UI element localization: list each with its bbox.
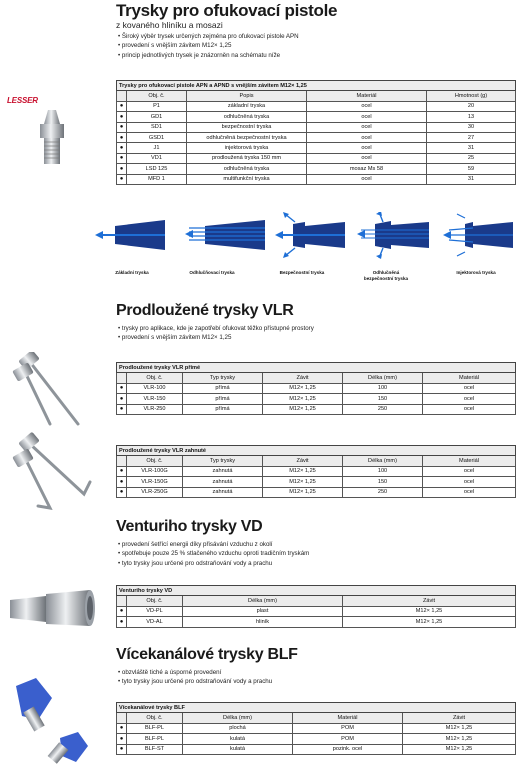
- table-row: [117, 132, 516, 142]
- diagram-label: Odhlučněná bezpečnostní tryska: [363, 270, 409, 281]
- nozzle-injector: [443, 214, 513, 256]
- col-header: Délka (mm): [343, 373, 423, 383]
- table-cell: ocel: [307, 143, 427, 153]
- table-cell: ocel: [307, 122, 427, 132]
- table-cell: zahnutá: [183, 466, 263, 476]
- row-bullet: ●: [117, 143, 127, 153]
- table-cell: 150: [343, 477, 423, 487]
- blf-photo: [6, 676, 102, 770]
- nozzle-safety: [275, 212, 345, 258]
- col-header: Délka (mm): [343, 456, 423, 466]
- table-cell: 100: [343, 383, 423, 393]
- table-cell: M12× 1,25: [263, 394, 343, 404]
- row-bullet: ●: [117, 383, 127, 393]
- table-cell: SD1: [127, 122, 187, 132]
- table-row: [117, 174, 516, 184]
- table-cell: ocel: [307, 153, 427, 163]
- bullet-item: • tyto trysky jsou určené pro odstraňování vody a prachu: [118, 559, 309, 568]
- diagram-label: Bezpečnostní tryska: [279, 270, 325, 275]
- table-cell: multifunkční tryska: [187, 174, 307, 184]
- table-cell: M12× 1,25: [263, 477, 343, 487]
- col-header: Závit: [263, 373, 343, 383]
- diagram-label: Odhlučňovací tryska: [189, 270, 235, 275]
- table-row: [117, 112, 516, 122]
- col-header: Závit: [263, 456, 343, 466]
- col-header: Obj. č.: [127, 91, 187, 101]
- table-cell: BLF-PL: [127, 723, 183, 733]
- bullet-item: • provedení s vnějším závitem M12× 1,25: [118, 333, 314, 342]
- col-header: Typ trysky: [183, 456, 263, 466]
- table-row: [117, 477, 516, 487]
- table-row: [117, 487, 516, 497]
- bullet-item: • princip jednotlivých trysek je znázorněn na schématu níže: [118, 51, 299, 60]
- table-cell: M12× 1,25: [263, 404, 343, 414]
- col-header: Délka (mm): [183, 596, 343, 606]
- table-blf: [116, 702, 516, 755]
- table-cell: prodloužená tryska 150 mm: [187, 153, 307, 163]
- table-caption: Trysky pro ofukovací pistole APN a APND s vnějším závitem M12× 1,25: [117, 81, 516, 91]
- table-cell: přímá: [183, 404, 263, 414]
- col-header: Materiál: [423, 456, 516, 466]
- bullet-item: • tyto trysky jsou určené pro odstraňování vody a prachu: [118, 677, 272, 686]
- col-header: Délka (mm): [183, 713, 293, 723]
- bullet-item: • spotřebuje pouze 25 % stlačeného vzduchu oproti tradičním tryskám: [118, 549, 309, 558]
- table-cell: 31: [427, 174, 516, 184]
- table-cell: kulatá: [183, 744, 293, 754]
- table-cell: hliník: [183, 617, 343, 627]
- section-title-venturi: Venturiho trysky VD: [116, 518, 263, 535]
- row-bullet: ●: [117, 153, 127, 163]
- table-cell: 100: [343, 466, 423, 476]
- table-row: [117, 383, 516, 393]
- table-cell: GD1: [127, 112, 187, 122]
- table-cell: ocel: [307, 101, 427, 111]
- table-cell: M12× 1,25: [263, 383, 343, 393]
- table-cell: ocel: [423, 466, 516, 476]
- table-cell: ocel: [423, 394, 516, 404]
- col-header: Závit: [343, 596, 516, 606]
- table-cell: M12× 1,25: [343, 606, 516, 616]
- col-header: Obj. č.: [127, 596, 183, 606]
- table-cell: kulatá: [183, 734, 293, 744]
- table-cell: odhlučněná tryska: [187, 112, 307, 122]
- table-cell: VLR-150G: [127, 477, 183, 487]
- table-cell: ocel: [423, 477, 516, 487]
- table-cell: MFD 1: [127, 174, 187, 184]
- section-title-blf: Vícekanálové trysky BLF: [116, 646, 298, 663]
- bullet-column: [117, 456, 127, 466]
- table-cell: ocel: [423, 404, 516, 414]
- table-cell: BLF-ST: [127, 744, 183, 754]
- table-row: [117, 122, 516, 132]
- col-header: Hmotnost (g): [427, 91, 516, 101]
- table-cell: POM: [293, 734, 403, 744]
- table-cell: P1: [127, 101, 187, 111]
- table-cell: odhlučněná tryska: [187, 164, 307, 174]
- table-row: [117, 734, 516, 744]
- nozzle-basic: [95, 220, 165, 250]
- venturi-photo: [6, 586, 102, 632]
- row-bullet: ●: [117, 122, 127, 132]
- bullet-item: • Široký výběr trysek určených zejména pro ofukovací pistole APN: [118, 32, 299, 41]
- table-cell: ocel: [423, 383, 516, 393]
- col-header: Materiál: [423, 373, 516, 383]
- row-bullet: ●: [117, 164, 127, 174]
- table-cell: ocel: [307, 112, 427, 122]
- table-cell: VLR-100G: [127, 466, 183, 476]
- section-subtitle: z kovaného hliníku a mosazi: [116, 20, 223, 30]
- table-row: [117, 744, 516, 754]
- table-cell: 13: [427, 112, 516, 122]
- table-row: [117, 606, 516, 616]
- vlr-straight-photo: [8, 352, 96, 432]
- table-cell: M12× 1,25: [263, 487, 343, 497]
- col-header: Obj. č.: [127, 456, 183, 466]
- table-cell: M12× 1,25: [403, 744, 516, 754]
- row-bullet: ●: [117, 404, 127, 414]
- table-cell: základní tryska: [187, 101, 307, 111]
- table-row: [117, 723, 516, 733]
- bullet-column: [117, 91, 127, 101]
- table-row: [117, 466, 516, 476]
- row-bullet: ●: [117, 477, 127, 487]
- table-cell: BLF-PL: [127, 734, 183, 744]
- table-caption: Vícekanálové trysky BLF: [117, 703, 516, 713]
- table-cell: VLR-250G: [127, 487, 183, 497]
- table-row: [117, 143, 516, 153]
- col-header: Závit: [403, 713, 516, 723]
- table-cell: 31: [427, 143, 516, 153]
- table-cell: ocel: [307, 132, 427, 142]
- row-bullet: ●: [117, 723, 127, 733]
- bullet-item: • provedení s vnějším závitem M12× 1,25: [118, 41, 299, 50]
- table-cell: ocel: [423, 487, 516, 497]
- table-row: [117, 617, 516, 627]
- row-bullet: ●: [117, 617, 127, 627]
- table-venturi: [116, 585, 516, 628]
- bullet-item: • obzvláště tiché a úsporné provedení: [118, 668, 272, 677]
- bullet-list-s4: [118, 668, 272, 687]
- diagram-label: Základní tryska: [115, 270, 149, 275]
- bullet-list-s3: [118, 540, 309, 568]
- bullet-column: [117, 713, 127, 723]
- table-cell: 27: [427, 132, 516, 142]
- vlr-bent-photo: [6, 432, 100, 512]
- col-header: Obj. č.: [127, 713, 183, 723]
- col-header: Typ trysky: [183, 373, 263, 383]
- row-bullet: ●: [117, 174, 127, 184]
- bullet-list-s2: [118, 324, 314, 343]
- table-row: [117, 153, 516, 163]
- table-cell: 25: [427, 153, 516, 163]
- table-cell: pozink. ocel: [293, 744, 403, 754]
- table-cell: GSD1: [127, 132, 187, 142]
- col-header: Materiál: [293, 713, 403, 723]
- table-cell: zahnutá: [183, 487, 263, 497]
- table-cell: VD-AL: [127, 617, 183, 627]
- table-cell: POM: [293, 723, 403, 733]
- bullet-list-s1: [118, 32, 299, 60]
- row-bullet: ●: [117, 734, 127, 744]
- table-cell: VLR-150: [127, 394, 183, 404]
- row-bullet: ●: [117, 132, 127, 142]
- table-cell: přímá: [183, 383, 263, 393]
- row-bullet: ●: [117, 487, 127, 497]
- row-bullet: ●: [117, 744, 127, 754]
- table-row: [117, 101, 516, 111]
- table-cell: M12× 1,25: [403, 723, 516, 733]
- table-cell: 250: [343, 487, 423, 497]
- table-row: [117, 394, 516, 404]
- table-caption: Prodloužené trysky VLR zahnuté: [117, 446, 516, 456]
- table-vlr-bent: [116, 445, 516, 498]
- table-cell: VLR-250: [127, 404, 183, 414]
- table-cell: VD1: [127, 153, 187, 163]
- table-cell: ocel: [307, 174, 427, 184]
- table-cell: VLR-100: [127, 383, 183, 393]
- table-cell: 150: [343, 394, 423, 404]
- nozzle-silenced-safety: [357, 212, 429, 259]
- table-cell: LSD 125: [127, 164, 187, 174]
- row-bullet: ●: [117, 101, 127, 111]
- table-cell: 30: [427, 122, 516, 132]
- table-cell: plast: [183, 606, 343, 616]
- section-title-nozzles: Trysky pro ofukovací pistole: [116, 1, 338, 20]
- table-cell: VD-PL: [127, 606, 183, 616]
- table-cell: mosaz Ms 58: [307, 164, 427, 174]
- table-cell: J1: [127, 143, 187, 153]
- col-header: Obj. č.: [127, 373, 183, 383]
- row-bullet: ●: [117, 394, 127, 404]
- col-header: Popis: [187, 91, 307, 101]
- col-header: Materiál: [307, 91, 427, 101]
- row-bullet: ●: [117, 466, 127, 476]
- table-cell: zahnutá: [183, 477, 263, 487]
- table-row: [117, 164, 516, 174]
- table-cell: odhlučněná bezpečnostní tryska: [187, 132, 307, 142]
- bullet-column: [117, 373, 127, 383]
- section-title-vlr: Prodloužené trysky VLR: [116, 302, 294, 319]
- table-caption: Venturiho trysky VD: [117, 586, 516, 596]
- table-cell: přímá: [183, 394, 263, 404]
- table-cell: M12× 1,25: [263, 466, 343, 476]
- table-caption: Prodloužené trysky VLR přímé: [117, 363, 516, 373]
- table-cell: injektorová tryska: [187, 143, 307, 153]
- bullet-item: • provedení šetřící energii díky přisávání vzduchu z okolí: [118, 540, 309, 549]
- table-cell: plochá: [183, 723, 293, 733]
- table-row: [117, 404, 516, 414]
- table-cell: M12× 1,25: [403, 734, 516, 744]
- nozzle-principle-diagram: [95, 212, 515, 262]
- table-cell: 20: [427, 101, 516, 111]
- table-cell: 250: [343, 404, 423, 414]
- bullet-column: [117, 596, 127, 606]
- table-vlr-straight: [116, 362, 516, 415]
- table-cell: 59: [427, 164, 516, 174]
- row-bullet: ●: [117, 606, 127, 616]
- diagram-label: Injektorová tryska: [456, 270, 496, 275]
- nozzle-silenced: [185, 220, 265, 250]
- row-bullet: ●: [117, 112, 127, 122]
- nozzle-photo: [34, 108, 70, 168]
- table-cell: M12× 1,25: [343, 617, 516, 627]
- table-cell: bezpečnostní tryska: [187, 122, 307, 132]
- bullet-item: • trysky pro aplikace, kde je zapotřebí ofukovat těžko přístupné prostory: [118, 324, 314, 333]
- table-nozzles: [116, 80, 516, 185]
- brand-logo: LESSER: [7, 96, 38, 105]
